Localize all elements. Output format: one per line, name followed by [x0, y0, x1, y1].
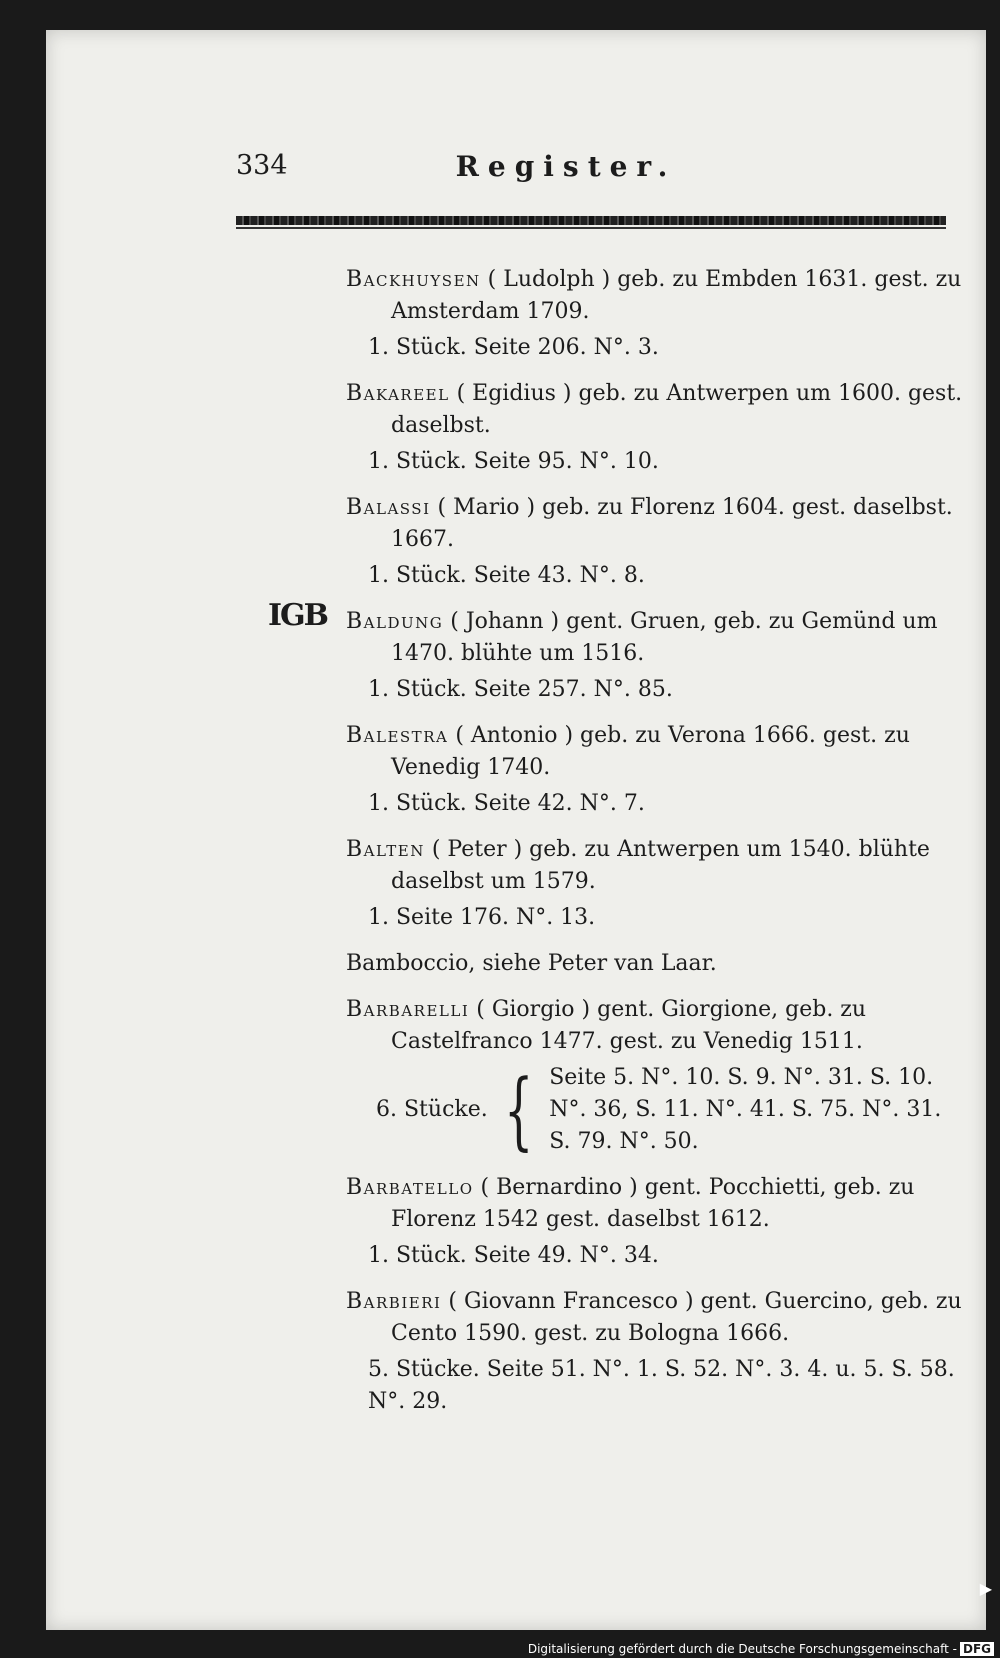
entry-reference: 1. Stück. Seite 49. N°. 34.	[368, 1243, 659, 1268]
book-page	[46, 30, 986, 1630]
entry-reference: 5. Stücke. Seite 51. N°. 1. S. 52. N°. 3. 4. u. 5. S. 58. N°. 29.	[368, 1357, 955, 1414]
entry-text: ( Egidius ) geb. zu Antwerpen um 1600. gest. daselbst.	[391, 381, 963, 438]
header-rule	[236, 216, 946, 225]
entry-reference: 1. Stück. Seite 95. N°. 10.	[368, 449, 659, 474]
artist-name: Balten	[346, 837, 425, 862]
digitization-footer	[528, 1642, 994, 1656]
next-page-arrow-icon: ▶	[979, 1579, 992, 1598]
entry-reference: 1. Stück. Seite 43. N°. 8.	[368, 563, 645, 588]
page-header	[236, 150, 956, 210]
artist-name: Backhuysen	[346, 267, 481, 292]
entry-reference: 1. Stück. Seite 206. N°. 3.	[368, 335, 659, 360]
entry-text: ( Johann ) gent. Gruen, geb. zu Gemünd um 1470. blühte um 1516.	[391, 609, 938, 666]
running-title: Register.	[455, 150, 677, 183]
entry-text: ( Giovann Francesco ) gent. Guercino, geb. zu Cento 1590. gest. zu Bologna 1666.	[391, 1289, 962, 1346]
artist-name: Bakareel	[346, 381, 450, 406]
register-entry	[346, 1286, 976, 1418]
entry-reference-group	[346, 1062, 976, 1158]
piece-count: 6. Stücke.	[376, 1097, 488, 1122]
artist-name: Barbarelli	[346, 997, 470, 1022]
entry-text: ( Antonio ) geb. zu Verona 1666. gest. zu Venedig 1740.	[391, 723, 910, 780]
page-number: 334	[236, 150, 288, 181]
entry-text: ( Peter ) geb. zu Antwerpen um 1540. blühte daselbst um 1579.	[391, 837, 930, 894]
register-entries	[346, 264, 976, 1432]
register-entry	[346, 720, 976, 820]
footer-text: Digitalisierung gefördert durch die Deutsche Forschungsgemeinschaft -	[527, 1642, 957, 1656]
entry-text: Bamboccio, siehe Peter van Laar.	[346, 951, 717, 976]
entry-text: ( Giorgio ) gent. Giorgione, geb. zu Castelfranco 1477. gest. zu Venedig 1511.	[391, 997, 867, 1054]
library-stamp: IGB	[268, 598, 328, 633]
reference-line: Seite 5. N°. 10. S. 9. N°. 31. S. 10.	[549, 1065, 934, 1090]
artist-name: Barbieri	[346, 1289, 442, 1314]
reference-line: S. 79. N°. 50.	[549, 1129, 699, 1154]
artist-name: Balassi	[346, 495, 431, 520]
entry-text: ( Ludolph ) geb. zu Embden 1631. gest. zu Amsterdam 1709.	[391, 267, 962, 324]
entry-reference: 1. Stück. Seite 42. N°. 7.	[368, 791, 645, 816]
reference-line: N°. 36, S. 11. N°. 41. S. 75. N°. 31.	[549, 1097, 942, 1122]
register-entry	[346, 834, 976, 934]
register-entry	[346, 264, 976, 364]
register-entry	[346, 994, 976, 1158]
brace: {	[503, 1061, 534, 1159]
dfg-logo: DFG	[960, 1642, 994, 1656]
entry-reference: 1. Seite 176. N°. 13.	[368, 905, 596, 930]
artist-name: Balestra	[346, 723, 449, 748]
entry-text: ( Bernardino ) gent. Pocchietti, geb. zu Florenz 1542 gest. daselbst 1612.	[391, 1175, 915, 1232]
entry-text: ( Mario ) geb. zu Florenz 1604. gest. daselbst. 1667.	[391, 495, 953, 552]
artist-name: Baldung	[346, 609, 444, 634]
register-entry	[346, 948, 976, 980]
register-entry	[346, 492, 976, 592]
register-entry	[346, 378, 976, 478]
register-entry	[346, 1172, 976, 1272]
header-rule-thin	[236, 227, 946, 229]
artist-name: Barbatello	[346, 1175, 474, 1200]
entry-reference: 1. Stück. Seite 257. N°. 85.	[368, 677, 673, 702]
register-entry	[346, 606, 976, 706]
